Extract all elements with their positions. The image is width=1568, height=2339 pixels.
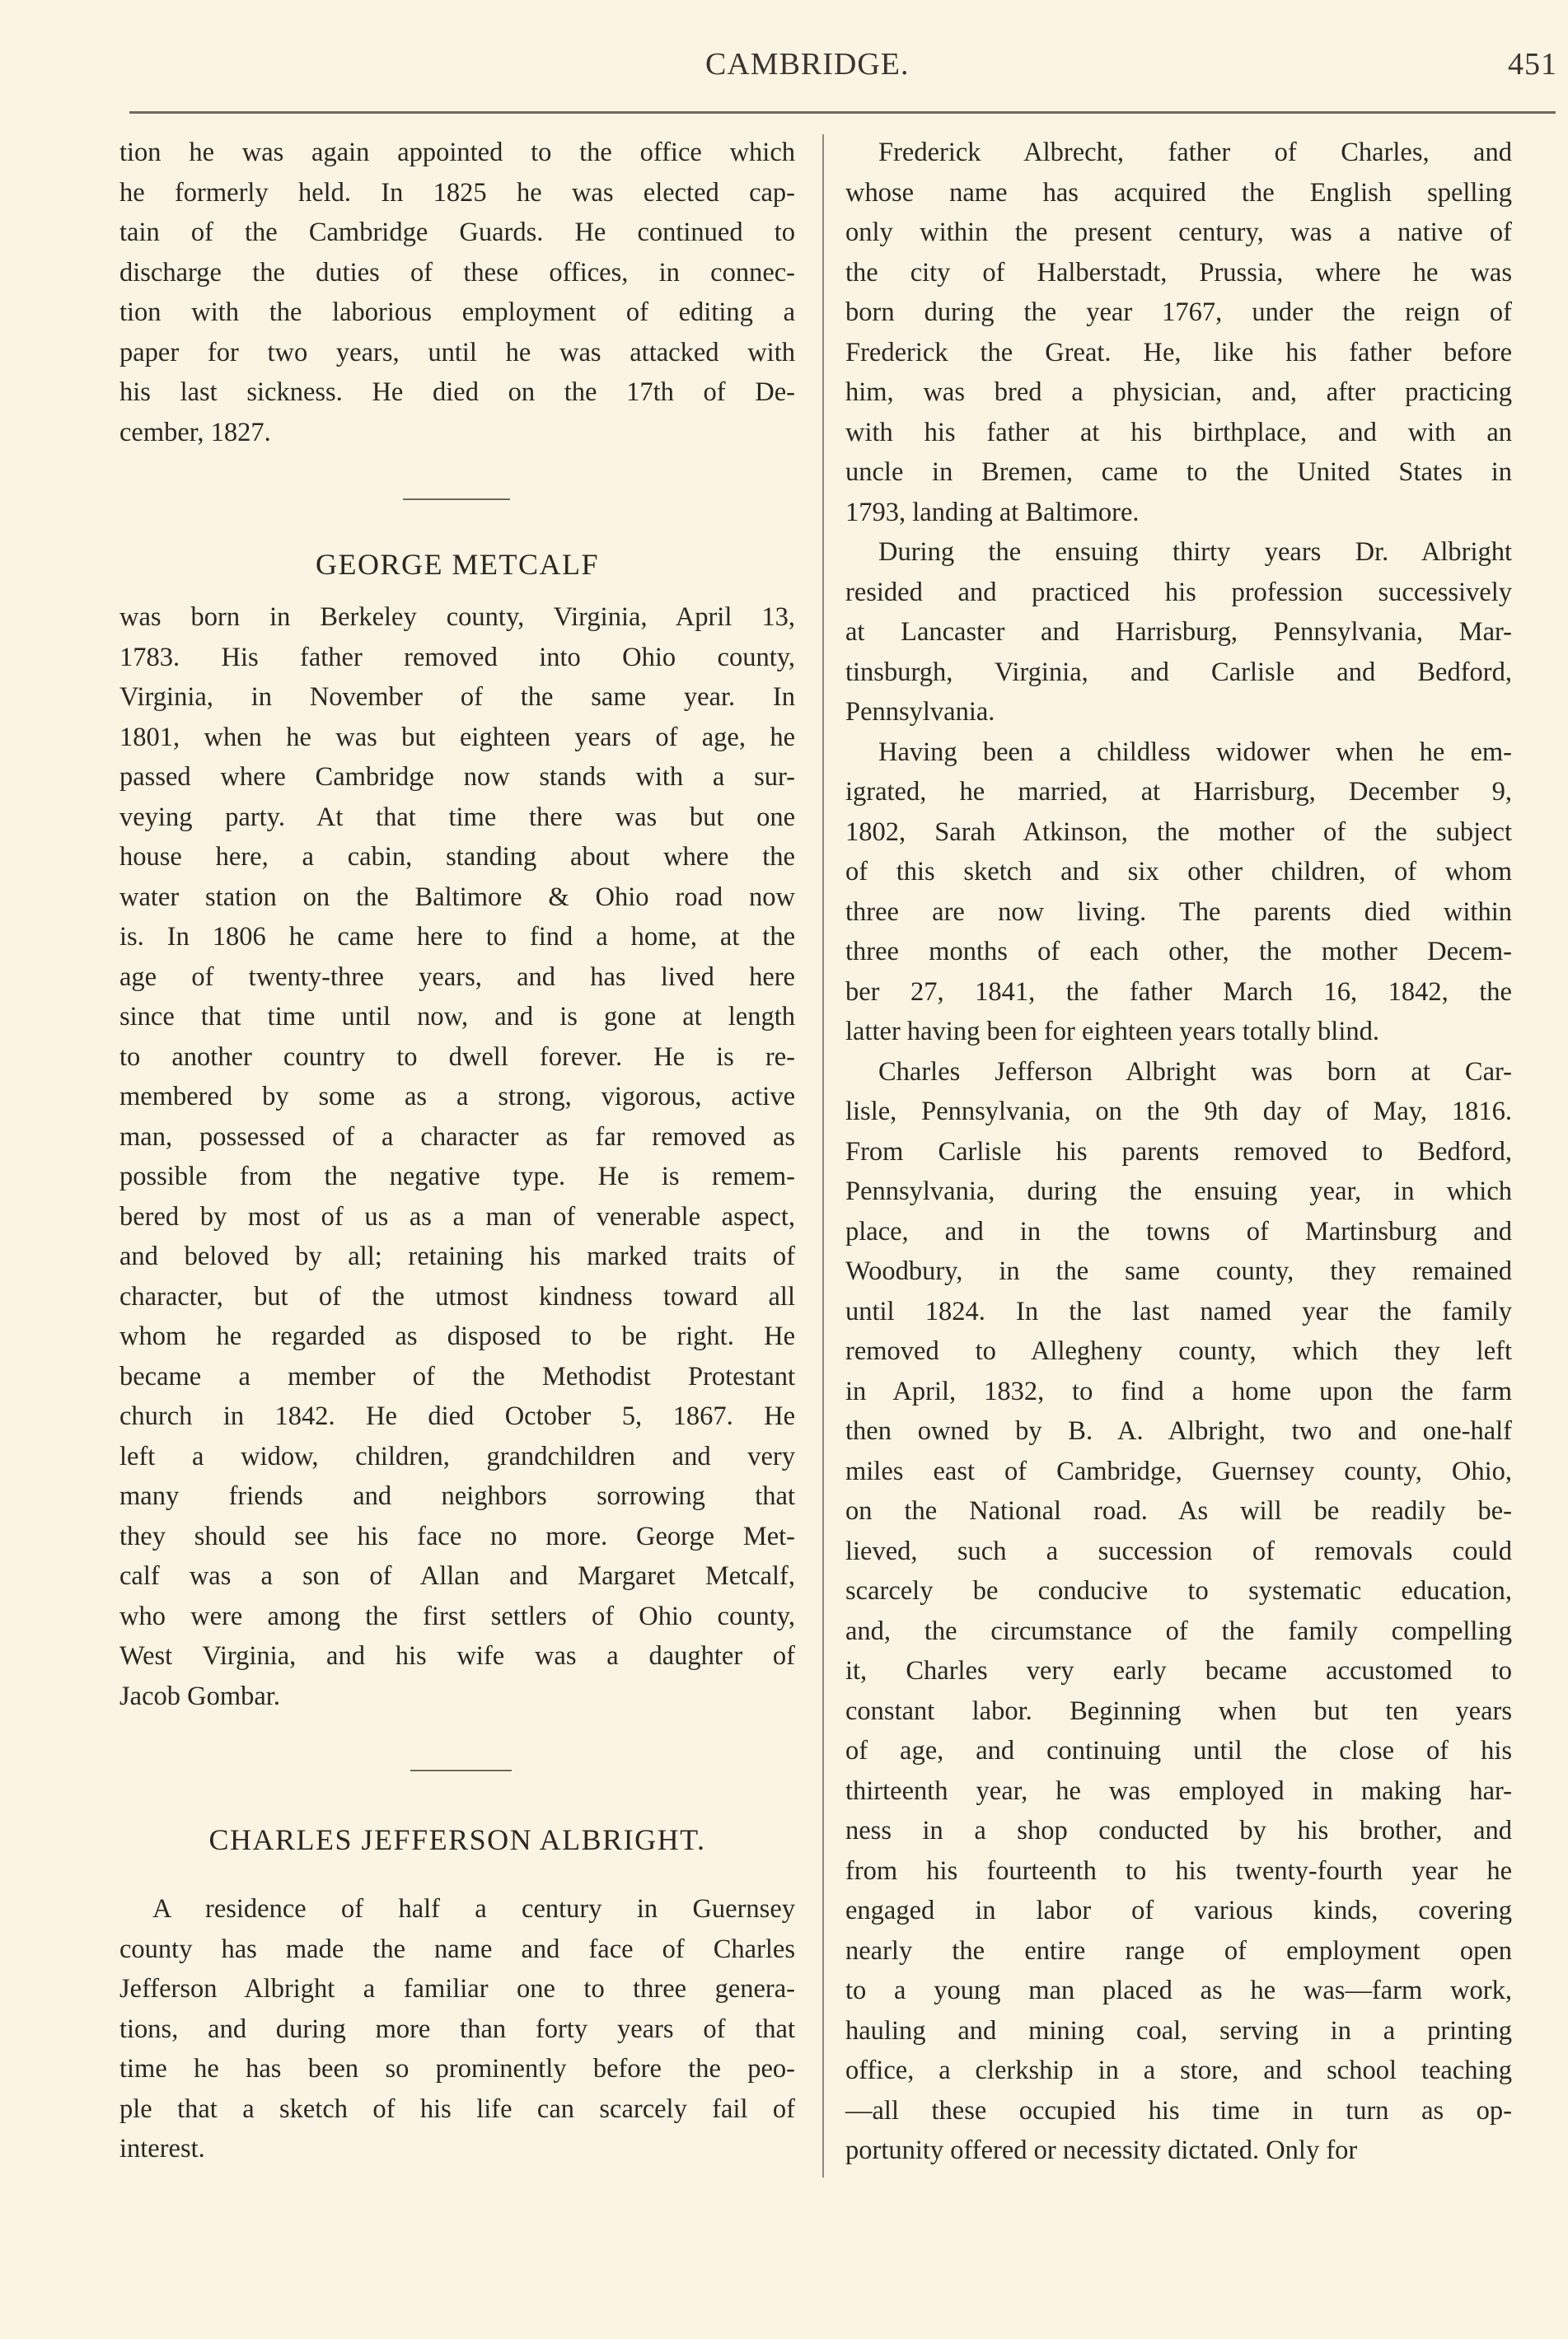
text-line: Pennsylvania, during the ensuing year, in which (845, 1177, 1512, 1206)
text-line: of this sketch and six other children, of whom (845, 857, 1512, 886)
text-line: left a widow, children, grandchildren and very (119, 1441, 795, 1471)
text-line: thirteenth year, he was employed in making har- (845, 1775, 1512, 1806)
paragraph-widower-marriage (845, 732, 1512, 1052)
text-line: membered by some as a strong, vigorous, active (119, 1082, 795, 1111)
text-line: is. In 1806 he came here to find a home, at the (119, 922, 795, 952)
text-line: on the National road. As will be readily be- (845, 1496, 1512, 1526)
text-line: place, and in the towns of Martinsburg and (845, 1216, 1512, 1247)
text-line: only within the present century, was a native of (845, 218, 1512, 247)
text-line: the city of Halberstadt, Prussia, where he was (845, 257, 1512, 288)
column-divider (822, 134, 824, 2178)
text-line: cember, 1827. (119, 417, 271, 447)
text-line: discharge the duties of these offices, in connec- (119, 257, 795, 288)
section-heading-george-metcalf: GEORGE METCALF (316, 548, 599, 581)
text-line: office, a clerkship in a store, and school teaching (845, 2056, 1512, 2085)
text-line: was born in Berkeley county, Virginia, April 13, (119, 602, 795, 632)
text-line: possible from the negative type. He is remem- (119, 1162, 795, 1191)
text-line: Charles Jefferson Albright was born at Car- (878, 1056, 1512, 1087)
text-line: of age, and continuing until the close of his (845, 1736, 1512, 1766)
text-line: 1783. His father removed into Ohio county, (119, 642, 795, 672)
text-line: Woodbury, in the same county, they remained (845, 1256, 1512, 1286)
text-line: from his fourteenth to his twenty-fourth year he (845, 1855, 1512, 1886)
text-line: hauling and mining coal, serving in a printing (845, 2015, 1512, 2046)
text-line: who were among the first settlers of Ohio county, (119, 1601, 795, 1631)
text-line: Pennsylvania. (845, 697, 995, 727)
right-column (845, 133, 1512, 2171)
text-line: church in 1842. He died October 5, 1867. He (119, 1401, 795, 1431)
text-line: uncle in Bremen, came to the United States in (845, 457, 1512, 487)
text-line: water station on the Baltimore & Ohio road now (119, 882, 795, 912)
text-line: man, possessed of a character as far removed as (119, 1121, 795, 1152)
paragraph-george-metcalf (119, 597, 795, 1716)
text-line: since that time until now, and is gone at length (119, 1002, 795, 1031)
text-line: paper for two years, until he was attacked with (119, 337, 795, 367)
text-line: Jacob Gombar. (119, 1681, 280, 1711)
text-line: removed to Allegheny county, which they left (845, 1336, 1512, 1366)
text-line: resided and practiced his profession successively (845, 577, 1512, 607)
text-line: A residence of half a century in Guernsey (152, 1894, 795, 1924)
text-line: constant labor. Beginning when but ten years (845, 1696, 1512, 1726)
text-line: interest. (119, 2134, 205, 2164)
text-line: tion he was again appointed to the office which (119, 138, 795, 167)
paragraph-dr-albright-practice (845, 532, 1512, 732)
header-rule (129, 111, 1556, 114)
text-line: until 1824. In the last named year the family (845, 1296, 1512, 1326)
text-line: nearly the entire range of employment open (845, 1935, 1512, 1966)
text-line: they should see his face no more. George Met- (119, 1521, 795, 1551)
text-line: in April, 1832, to find a home upon the farm (845, 1376, 1512, 1406)
running-head: CAMBRIDGE. (705, 47, 910, 82)
text-line: whose name has acquired the English spelling (845, 177, 1512, 208)
text-line: latter having been for eighteen years totally blind. (845, 1017, 1379, 1046)
text-line: to another country to dwell forever. He is re- (119, 1041, 795, 1072)
text-line: During the ensuing thirty years Dr. Albright (878, 537, 1512, 567)
text-line: lieved, such a succession of removals could (845, 1536, 1512, 1566)
text-line: From Carlisle his parents removed to Bedford, (845, 1136, 1512, 1167)
paragraph-continued (119, 133, 795, 452)
section-separator (410, 1770, 512, 1771)
text-line: whom he regarded as disposed to be right. He (119, 1322, 795, 1351)
text-line: character, but of the utmost kindness toward all (119, 1281, 795, 1312)
text-line: at Lancaster and Harrisburg, Pennsylvania, Mar- (845, 617, 1512, 647)
text-line: passed where Cambridge now stands with a sur- (119, 762, 795, 792)
text-line: to a young man placed as he was—farm work, (845, 1976, 1512, 2005)
text-line: igrated, he married, at Harrisburg, December 9, (845, 777, 1512, 807)
text-line: many friends and neighbors sorrowing that (119, 1481, 795, 1511)
text-line: 1793, landing at Baltimore. (845, 497, 1140, 527)
text-line: him, was bred a physician, and, after practicing (845, 377, 1512, 407)
text-line: tion with the laborious employment of editing a (119, 297, 795, 327)
page-number: 451 (1508, 47, 1557, 82)
text-line: Having been a childless widower when he em- (878, 737, 1512, 767)
text-line: age of twenty-three years, and has lived here (119, 961, 795, 992)
section-heading-charles-albright: CHARLES JEFFERSON ALBRIGHT. (208, 1823, 706, 1856)
text-line: portunity offered or necessity dictated. Only for (845, 2136, 1358, 2165)
text-line: and beloved by all; retaining his marked traits of (119, 1242, 795, 1271)
text-line: tinsburgh, Virginia, and Carlisle and Bedford, (845, 657, 1512, 687)
text-line: engaged in labor of various kinds, covering (845, 1896, 1512, 1925)
text-line: veying party. At that time there was but one (119, 802, 795, 832)
text-line: Frederick Albrecht, father of Charles, and (878, 138, 1512, 167)
paragraph-albright-intro (119, 1889, 795, 2169)
text-line: Virginia, in November of the same year. In (119, 682, 795, 712)
text-line: and, the circumstance of the family compelling (845, 1616, 1512, 1646)
text-line: three are now living. The parents died within (845, 896, 1512, 927)
text-line: he formerly held. In 1825 he was elected cap- (119, 177, 795, 208)
text-line: became a member of the Methodist Protestant (119, 1361, 795, 1392)
text-line: ple that a sketch of his life can scarcely fail of (119, 2093, 795, 2124)
text-line: West Virginia, and his wife was a daughter of (119, 1641, 795, 1671)
text-line: then owned by B. A. Albright, two and one-half (845, 1416, 1512, 1446)
text-line: born during the year 1767, under the reign of (845, 297, 1512, 327)
text-line: with his father at his birthplace, and with an (845, 417, 1512, 447)
text-line: —all these occupied his time in turn as op- (845, 2095, 1512, 2126)
text-line: three months of each other, the mother Decem- (845, 937, 1512, 966)
text-line: scarcely be conducive to systematic education, (845, 1576, 1512, 1606)
text-line: 1801, when he was but eighteen years of age, he (119, 722, 795, 752)
text-line: Jefferson Albright a familiar one to three genera- (119, 1974, 795, 2004)
text-line: house here, a cabin, standing about where the (119, 842, 795, 872)
text-line: miles east of Cambridge, Guernsey county, Ohio, (845, 1456, 1512, 1486)
text-line: Frederick the Great. He, like his father before (845, 337, 1512, 367)
text-line: calf was a son of Allan and Margaret Metcalf, (119, 1561, 795, 1591)
text-line: bered by most of us as a man of venerable aspect, (119, 1201, 795, 1232)
text-line: ness in a shop conducted by his brother, and (845, 1816, 1512, 1845)
text-line: tain of the Cambridge Guards. He continued to (119, 218, 795, 247)
section-separator (403, 498, 510, 500)
text-line: county has made the name and face of Charles (119, 1934, 795, 1964)
text-line: tions, and during more than forty years of that (119, 2014, 795, 2044)
text-line: it, Charles very early became accustomed to (845, 1656, 1512, 1686)
paragraph-frederick-albrecht (845, 133, 1512, 532)
paragraph-charles-birth (845, 1052, 1512, 2171)
text-line: ber 27, 1841, the father March 16, 1842, the (845, 976, 1512, 1007)
text-line: 1802, Sarah Atkinson, the mother of the subject (845, 816, 1512, 847)
text-line: time he has been so prominently before the peo- (119, 2054, 795, 2084)
text-line: his last sickness. He died on the 17th of De- (119, 377, 795, 407)
text-line: lisle, Pennsylvania, on the 9th day of May, 1816. (845, 1097, 1512, 1126)
